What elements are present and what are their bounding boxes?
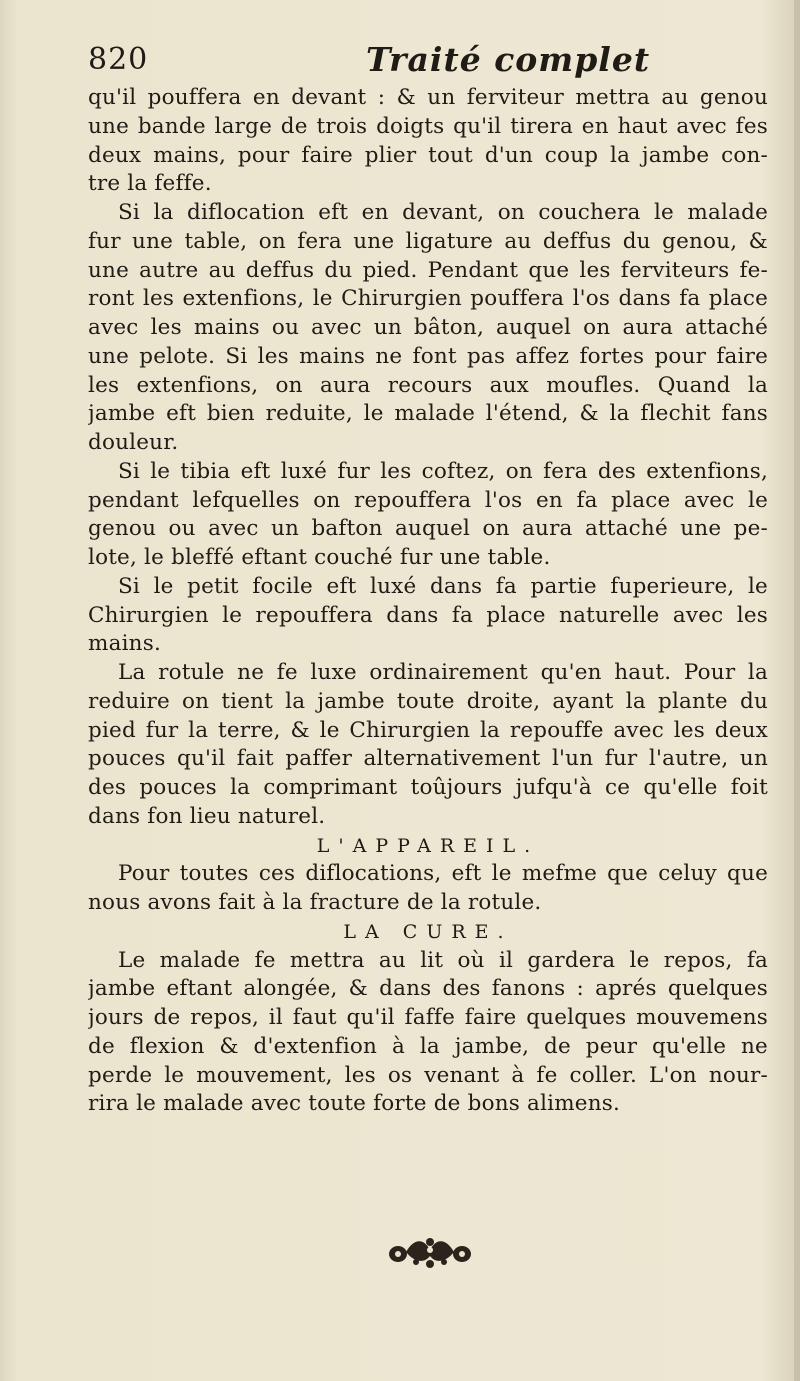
text-line: perde le mouvement, les os venant à fe coller. L'on nour-	[88, 1062, 768, 1088]
text-line: pied fur la terre, & le Chirurgien la repouffe avec les deux	[88, 717, 768, 743]
text-line: Si la diflocation eft en devant, on couchera le malade	[118, 200, 768, 225]
text-line: Chirurgien le repouffera dans fa place naturelle avec les	[88, 602, 768, 628]
page-edge	[794, 0, 800, 1381]
text-line: jambe eft bien reduite, le malade l'étend, & la flechit fans	[88, 401, 768, 427]
text-line: La rotule ne fe luxe ordinairement qu'en haut. Pour la	[118, 660, 768, 685]
body-text	[88, 84, 768, 1119]
text-line: jambe eftant alongée, & dans des fanons : aprés quelques	[88, 976, 768, 1002]
text-line: douleur.	[88, 430, 179, 455]
text-line: lote, le bleffé eftant couché fur une table.	[88, 545, 551, 570]
text-line: une pelote. Si les mains ne font pas affez fortes pour faire	[88, 343, 768, 369]
text-line: Pour toutes ces diflocations, eft le mefme que celuy que	[118, 861, 768, 887]
text-line: mains.	[88, 631, 161, 657]
text-line: Si le petit focile eft luxé dans fa partie fuperieure, le	[118, 573, 768, 599]
text-line: les extenfions, on aura recours aux moufles. Quand la	[88, 372, 768, 398]
text-line: une bande large de trois doigts qu'il tirera en haut avec fes	[88, 113, 768, 139]
text-line: ront les extenfions, le Chirurgien pouffera l'os dans fa place	[88, 286, 768, 312]
page-header	[88, 40, 688, 84]
text-line: de flexion & d'extenfion à la jambe, de peur qu'elle ne	[88, 1033, 768, 1059]
text-line: nous avons fait à la fracture de la rotule.	[88, 890, 542, 915]
running-title: Traité complet	[366, 40, 651, 79]
text-line: une autre au deffus du pied. Pendant que les ferviteurs fe-	[88, 257, 768, 283]
text-line: qu'il pouffera en devant : & un ferviteur mettra au genou	[88, 85, 768, 110]
text-line: tre la feffe.	[88, 171, 212, 197]
text-line: des pouces la comprimant toûjours jufqu'à ce qu'elle foit	[88, 775, 768, 800]
text-line: dans fon lieu naturel.	[88, 803, 326, 829]
text-line: fur une table, on fera une ligature au deffus du genou, &	[88, 228, 768, 254]
text-line: avec les mains ou avec un bâton, auquel on aura attaché	[88, 315, 768, 340]
section-heading-appareil: L'APPAREIL.	[316, 834, 540, 857]
section-heading-cure: LA CURE.	[343, 920, 513, 943]
text-line: Le malade fe mettra au lit où il gardera le repos, fa	[118, 947, 768, 973]
text-line: pendant lefquelles on repouffera l'os en fa place avec le	[88, 487, 768, 513]
text-line: Si le tibia eft luxé fur les coftez, on fera des extenfions,	[118, 458, 768, 484]
text-line: reduire on tient la jambe toute droite, ayant la plante du	[88, 688, 768, 714]
page-number: 820	[88, 42, 149, 77]
printer-ornament-icon	[384, 1232, 476, 1272]
text-line: jours de repos, il faut qu'il faffe faire quelques mouvemens	[88, 1005, 768, 1030]
text-line: pouces qu'il fait paffer alternativement l'un fur l'autre, un	[88, 746, 768, 772]
text-line: genou ou avec un bafton auquel on aura attaché une pe-	[88, 516, 768, 542]
text-line: rira le malade avec toute forte de bons alimens.	[88, 1091, 621, 1117]
text-line: deux mains, pour faire plier tout d'un coup la jambe con-	[88, 142, 768, 168]
